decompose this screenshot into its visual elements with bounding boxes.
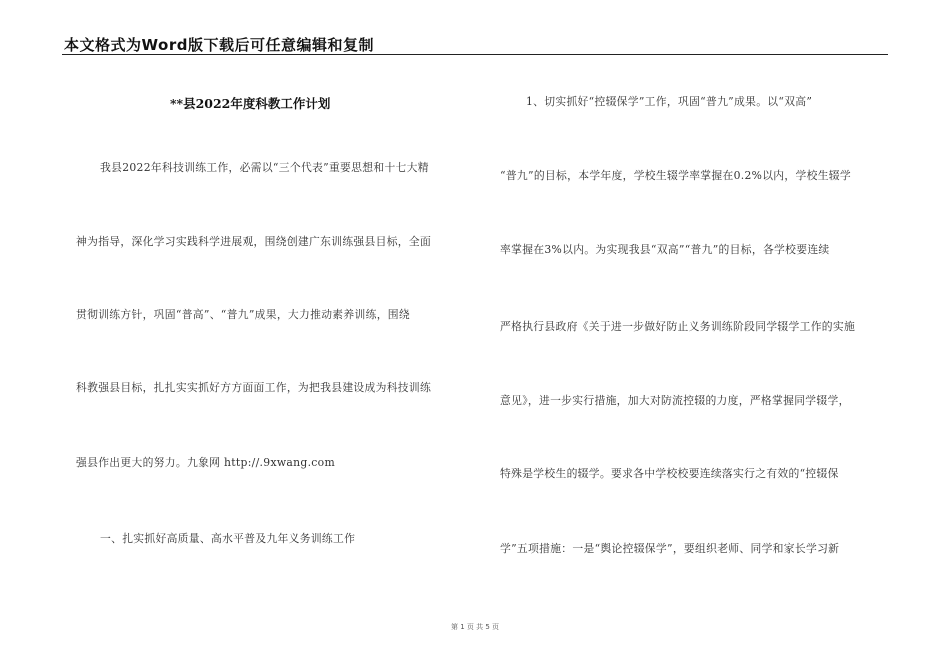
left-paragraph-line: 贯彻训练方针，巩固“普高”、“普九”成果，大力推动素养训练，围绕 — [76, 308, 410, 321]
right-paragraph-line: 意见》，进一步实行措施，加大对防流控辍的力度，严格掌握同学辍学， — [500, 394, 850, 407]
left-paragraph-line: 神为指导，深化学习实践科学进展观，围绕创建广东训练强县目标，全面 — [76, 235, 432, 248]
left-paragraph-line: 我县2022年科技训练工作，必需以“三个代表”重要思想和十七大精 — [100, 161, 429, 174]
document-header-banner: 本文格式为Word版下载后可任意编辑和复制 — [64, 36, 374, 54]
left-paragraph-line: 科教强县目标，扎扎实实抓好方方面面工作，为把我县建设成为科技训练 — [76, 381, 432, 394]
left-paragraph-line: 强县作出更大的努力。九象网 http://.9xwang.com — [76, 456, 335, 469]
right-paragraph-line: “普九”的目标，本学年度，学校生辍学率掌握在0.2%以内，学校生辍学 — [500, 169, 851, 182]
right-paragraph-line: 严格执行县政府《关于进一步做好防止义务训练阶段同学辍学工作的实施 — [500, 320, 856, 333]
right-paragraph-line: 学”五项措施：一是“舆论控辍保学”，要组织老师、同学和家长学习新 — [500, 542, 840, 555]
right-paragraph-line: 率掌握在3%以内。为实现我县“双高”“普九”的目标，各学校要连续 — [500, 243, 830, 256]
right-paragraph-line: 特殊是学校生的辍学。要求各中学校校要连续落实行之有效的“控辍保 — [500, 467, 839, 480]
right-paragraph-line: 1、切实抓好“控辍保学”工作，巩固“普九”成果。以“双高” — [526, 95, 813, 108]
section-heading-line: 一、扎实抓好高质量、高水平普及九年义务训练工作 — [100, 532, 356, 545]
document-title: **县2022年度科教工作计划 — [170, 96, 331, 111]
page-number-footer: 第 1 页 共 5 页 — [450, 623, 500, 631]
header-divider — [62, 54, 888, 55]
